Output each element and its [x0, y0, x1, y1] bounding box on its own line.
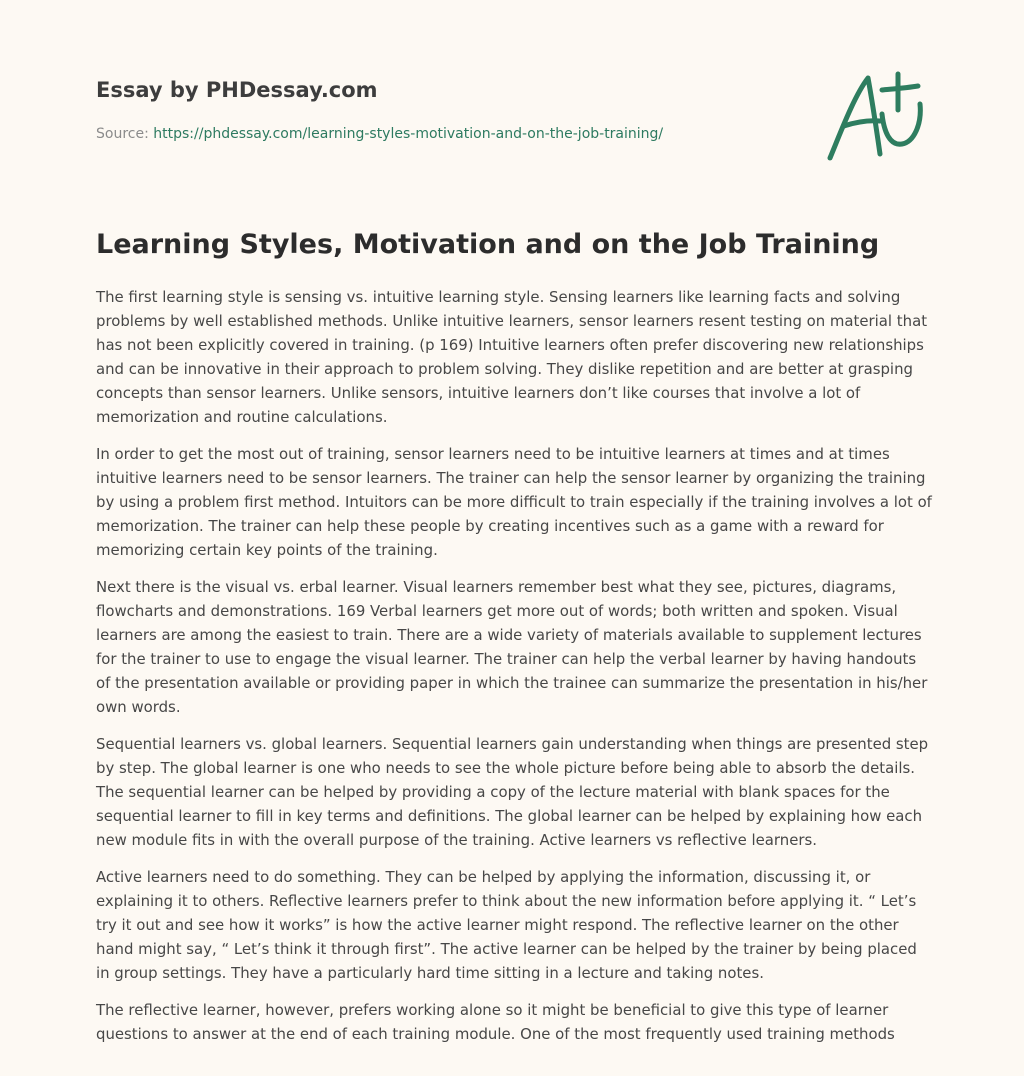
page-header	[96, 76, 796, 144]
source-line	[96, 124, 796, 144]
paragraph: Active learners need to do something. They can be helped by applying the information, discussing it, or explaining it to others. Reflective learners prefer to think about the new information before applying it. “ Let’s try it out and see how it works” is how the active learner might respond. The reflective learner on the other hand might say, “ Let’s think it through first”. The active learner can be helped by the trainer by being placed in group settings. They have a particularly hard time sitting in a lecture and taking notes.	[96, 868, 917, 982]
source-label: Source:	[96, 126, 149, 142]
paragraph: Sequential learners vs. global learners. Sequential learners gain understanding when things are presented step by step. The global learner is one who needs to see the whole picture before being able to absorb the details. The sequential learner can be helped by providing a copy of the lecture material with blank spaces for the sequential learner to fill in key terms and definitions. The global learner can be helped by explaining how each new module fits in with the overall purpose of the training. Active learners vs reflective learners.	[96, 735, 929, 849]
a-plus-logo-icon	[822, 66, 932, 166]
paragraph: In order to get the most out of training, sensor learners need to be intuitive learners at times and at times intuitive learners need to be sensor learners. The trainer can help the sensor learner by organizing the training by using a problem first method. Intuitors can be more difficult to train especially if the training involves a lot of memorization. The trainer can help these people by creating incentives such as a game with a reward for memorizing certain key points of the training.	[96, 445, 932, 559]
paragraph: The reflective learner, however, prefers working alone so it might be beneficial to give this type of learner questions to answer at the end of each training module. One of the most frequently used training methods	[96, 1001, 895, 1043]
paragraph: Next there is the visual vs. erbal learner. Visual learners remember best what they see, pictures, diagrams, flowcharts and demonstrations. 169 Verbal learners get more out of words; both written and spoken. Visual learners are among the easiest to train. There are a wide variety of materials available to supplement lectures for the trainer to use to engage the visual learner. The trainer can help the verbal learner by having handouts of the presentation available or providing paper in which the trainee can summarize the presentation in his/her own words.	[96, 578, 928, 716]
source-link[interactable]: https://phdessay.com/learning-styles-motivation-and-on-the-job-training/	[153, 126, 664, 142]
paragraph: The first learning style is sensing vs. intuitive learning style. Sensing learners like learning facts and solving problems by well established methods. Unlike intuitive learners, sensor learners resent testing on material that has not been explicitly covered in training. (p 169) Intuitive learners often prefer discovering new relationships and can be innovative in their approach to problem solving. They dislike repetition and are better at grasping concepts than sensor learners. Unlike sensors, intuitive learners don’t like courses that involve a lot of memorization and routine calculations.	[96, 288, 928, 426]
article-title: Learning Styles, Motivation and on the Job Training	[96, 229, 880, 260]
article-body	[96, 285, 932, 1059]
site-brand: Essay by PHDessay.com	[96, 78, 378, 102]
